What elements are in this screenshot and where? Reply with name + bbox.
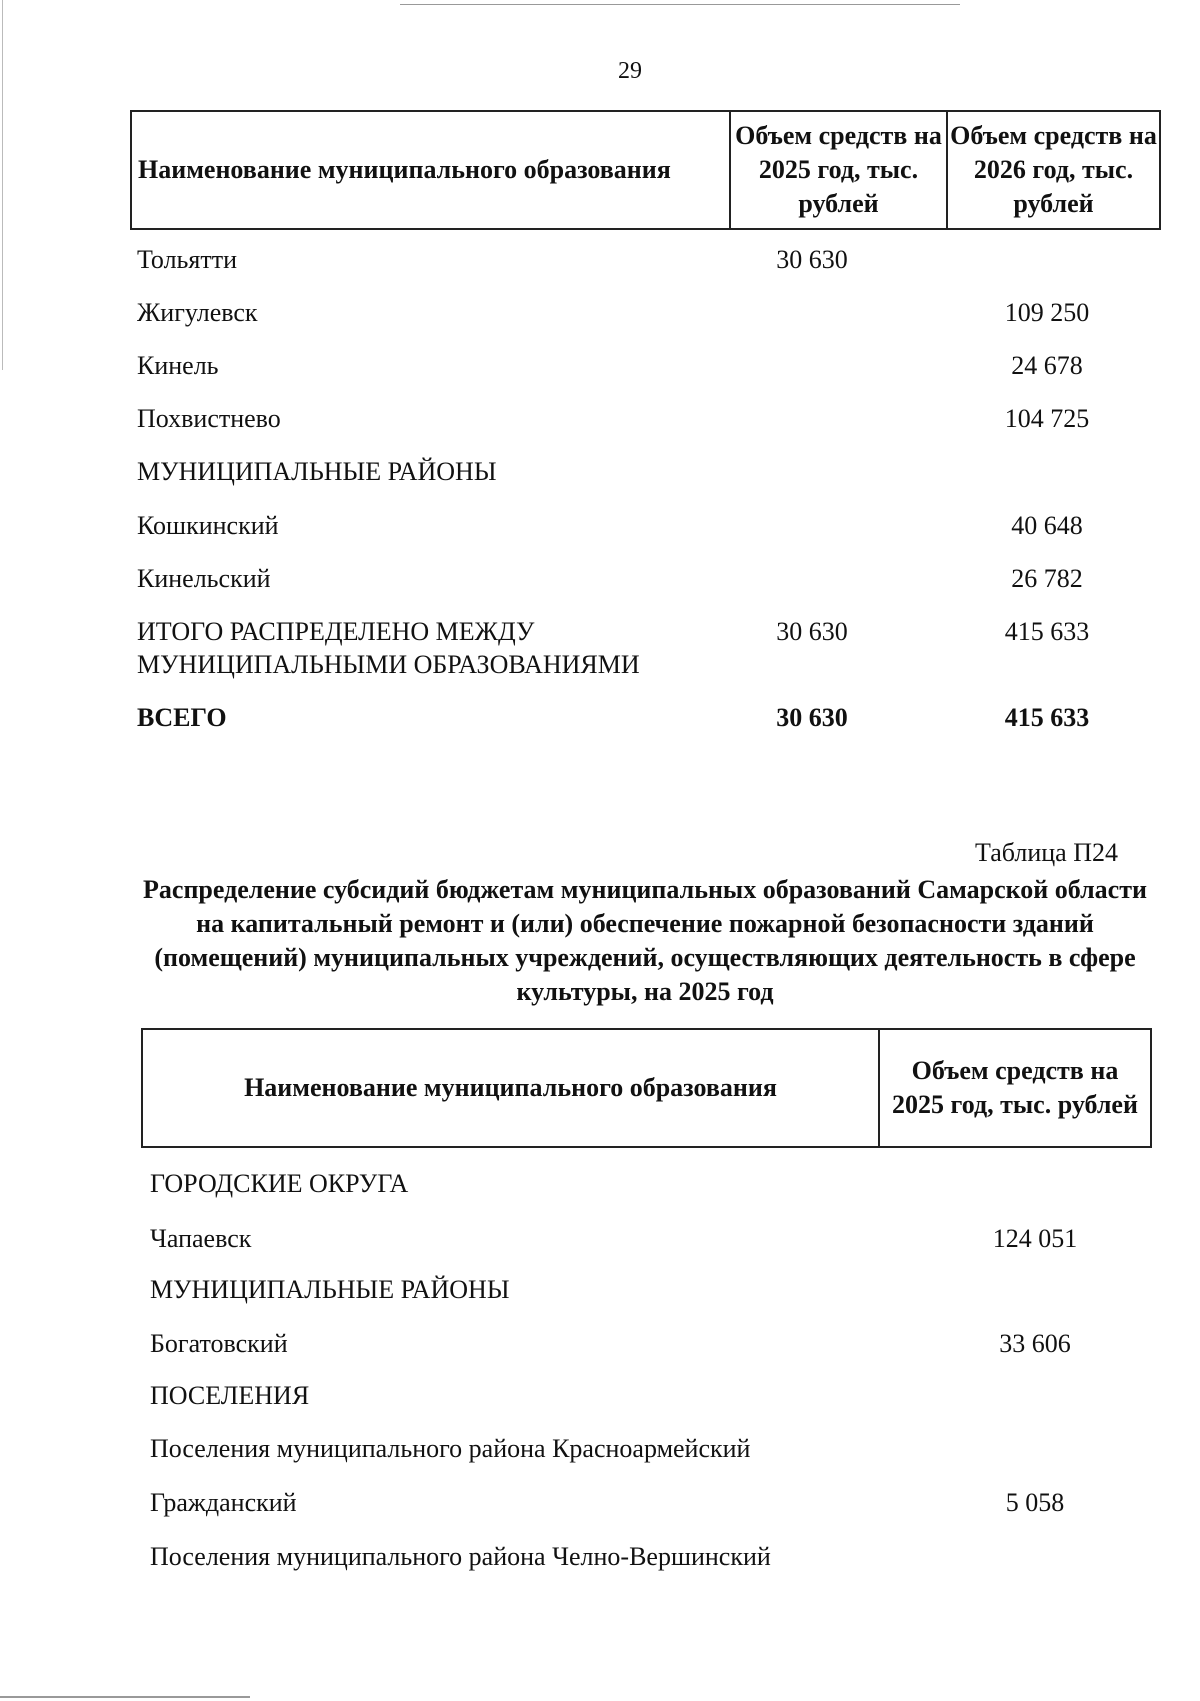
row-value-2026: 109 250	[1004, 298, 1090, 327]
row-value-2026: 26 782	[1011, 564, 1083, 593]
section-name: МУНИЦИПАЛЬНЫЕ РАЙОНЫ	[137, 457, 497, 486]
table1-header	[130, 110, 1161, 230]
section-name: ГОРОДСКИЕ ОКРУГА	[150, 1169, 409, 1198]
scan-edge-left	[2, 0, 3, 370]
scan-edge-top	[400, 4, 960, 5]
row-value-2025: 124 051	[992, 1224, 1078, 1253]
table1-header-name: Наименование муниципального образования	[132, 112, 731, 228]
table2-header-2025: Объем средств на 2025 год, тыс. рублей	[892, 1056, 1138, 1119]
row-name: Похвистнево	[137, 404, 281, 433]
subtotal-value-2025: 30 630	[776, 617, 848, 646]
page-number: 29	[618, 58, 642, 84]
section-name: МУНИЦИПАЛЬНЫЕ РАЙОНЫ	[150, 1275, 510, 1304]
subtotal-name: ИТОГО РАСПРЕДЕЛЕНО МЕЖДУ МУНИЦИПАЛЬНЫМИ ОБРАЗОВАНИЯМИ	[137, 617, 640, 679]
table1-header-2026: Объем средств на 2026 год, тыс. рублей	[950, 121, 1157, 218]
row-value-2026: 24 678	[1011, 351, 1083, 380]
table2-header-name: Наименование муниципального образования	[143, 1030, 880, 1146]
row-value-2025: 33 606	[999, 1329, 1071, 1358]
row-value-2025: 30 630	[776, 245, 848, 274]
section-name: ПОСЕЛЕНИЯ	[150, 1381, 310, 1410]
scan-edge-bottom	[0, 1696, 250, 1698]
table1-header-2025: Объем средств на 2025 год, тыс. рублей	[731, 112, 948, 228]
row-name: Жигулевск	[137, 298, 258, 327]
row-value-2025: 5 058	[1005, 1488, 1065, 1517]
group-name: Поселения муниципального района Красноармейский	[150, 1434, 751, 1463]
total-name: ВСЕГО	[137, 703, 227, 732]
group-name: Поселения муниципального района Челно-Вершинский	[150, 1542, 771, 1571]
row-name: Тольятти	[137, 245, 238, 274]
row-name: Кошкинский	[137, 511, 279, 540]
row-name: Чапаевск	[150, 1224, 252, 1253]
row-value-2026: 40 648	[1011, 511, 1083, 540]
total-value-2026: 415 633	[1004, 703, 1090, 732]
total-value-2025: 30 630	[776, 703, 848, 732]
row-name: Кинель	[137, 351, 219, 380]
row-name: Гражданский	[150, 1488, 297, 1517]
subtotal-value-2026: 415 633	[1004, 617, 1090, 646]
row-value-2026: 104 725	[1004, 404, 1090, 433]
table-label: Таблица П24	[975, 838, 1118, 867]
row-name: Кинельский	[137, 564, 271, 593]
table2-header	[141, 1028, 1152, 1148]
table-title: Распределение субсидий бюджетам муниципальных образований Самарской области на капитальный ремонт и (или) обеспечение пожарной безопасности зданий (помещений) муниципальных учреждений, осуществляющих деятельность в сфере культуры, на 2025 год	[143, 875, 1147, 1006]
row-name: Богатовский	[150, 1329, 288, 1358]
